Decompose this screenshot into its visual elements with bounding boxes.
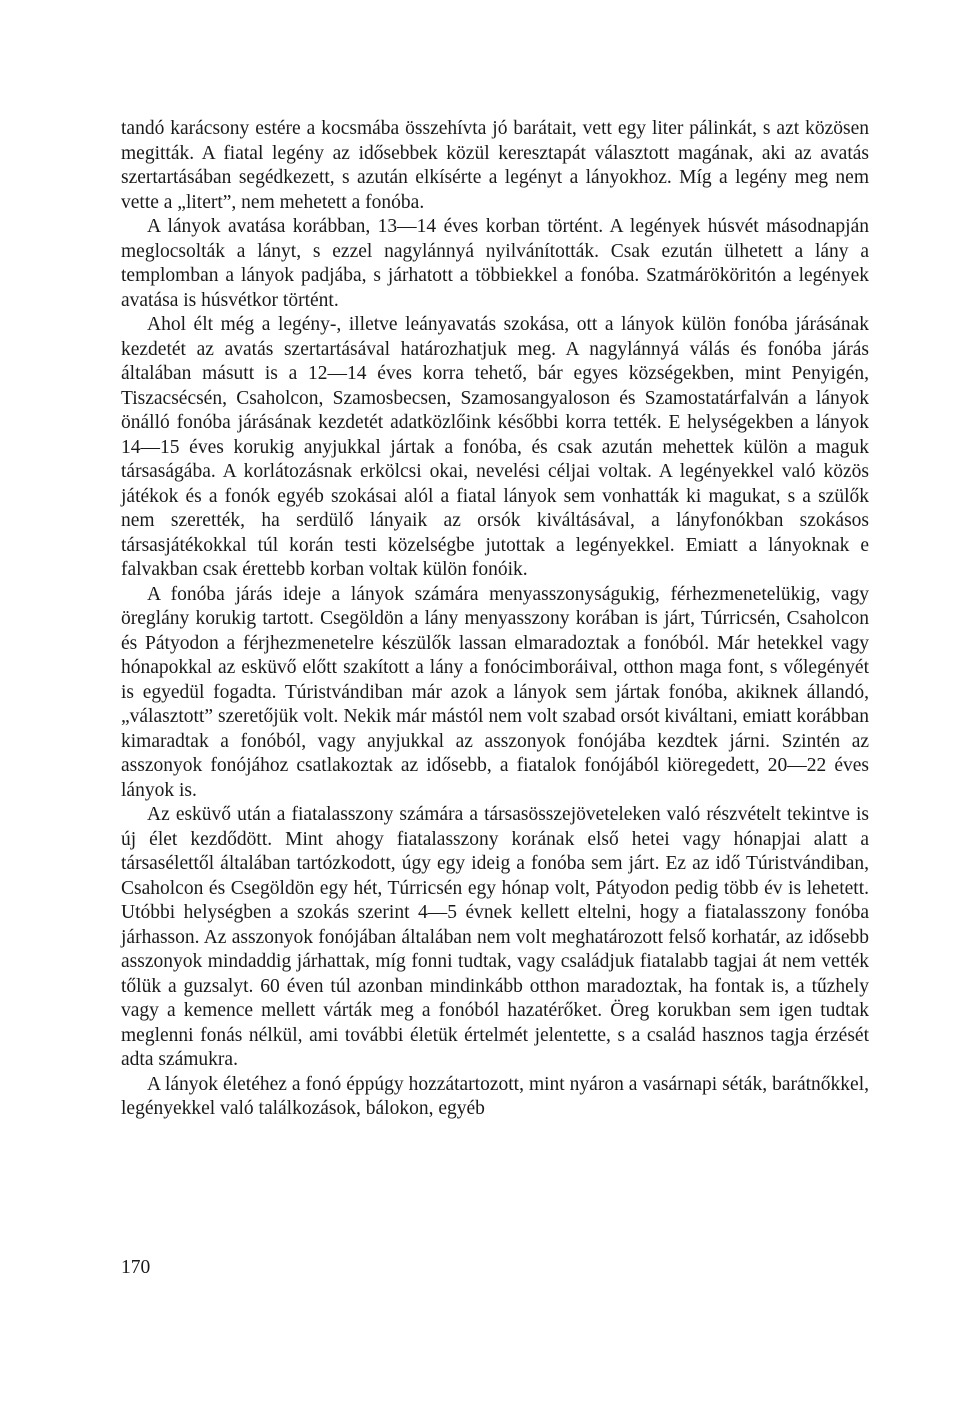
paragraph-1: tandó karácsony estére a kocsmába összehívta jó barátait, vett egy liter pálinkát, s azt közösen megitták. A fiatal legény az idősebbek közül keresztapát választott magának, aki az avatás szertartásában segédkezett, s azután elkísérte a legényt a lányokhoz. Míg a legény meg nem vette a „litert”, nem mehetett a fonóba. xyxy=(121,118,869,213)
paragraph-2: A lányok avatása korábban, 13—14 éves korban történt. A legények húsvét másodnapján meglocsolták a lányt, s ezzel nagylánnyá nyilvánították. Csak ezután ülhetett a lány a templomban a lányok padjába, s járhatott a többiekkel a fonóba. Szatmárököritón a legények avatása is húsvétkor történt. xyxy=(121,216,869,311)
paragraph-5: Az esküvő után a fiatalasszony számára a társasösszejöveteleken való részvételt tekintve is új élet kezdődött. Mint ahogy fiatalasszony korának első hetei vagy hónapjai alatt a társasélettől általában tartózkodott, úgy egy ideig a fonóba sem járt. Ez az idő Túristvándiban, Csaholcon és Csegöldön egy hét, Túrricsén egy hónap volt, Pátyodon pedig több év is lehetett. Utóbbi helységben a szokás szerint 4—5 évnek kellett eltelni, hogy a fiatalasszony fonóba járhasson. Az asszonyok fonójában általában nem volt meghatározott felső korhatár, az idősebb asszonyok mindaddig járhattak, míg fonni tudtak, vagy családjuk fiatalabb tagjai át nem vették tőlük a guzsalyt. 60 éven túl azonban mindinkább otthon maradoztak, ha fontak is, a tűzhely vagy a kemence mellett várták meg a fonóból hazatérőket. Öreg korukban sem igen tudtak meglenni fonás nélkül, ami további életük értelmét jelentette, s a család hasznos tagja érzését adta számukra. xyxy=(121,804,869,1070)
paragraph-6: A lányok életéhez a fonó éppúgy hozzátartozott, mint nyáron a vasárnapi séták, barátnőkkel, legényekkel való találkozások, bálokon, egyéb xyxy=(121,1073,869,1119)
body-text xyxy=(121,117,869,1122)
paragraph-4: A fonóba járás ideje a lányok számára menyasszonyságukig, férhezmenetelükig, vagy öreglány korukig tartott. Csegöldön a lány menyasszony korában is járt, Túrricsén, Csaholcon és Pátyodon a férjhezmenetelre készülők lassan elmaradoztak a fonóból. Már hetekkel vagy hónapokkal az esküvő előtt szakított a lány a fonócimboráival, otthon maga font, s vőlegényét is egyedül fogadta. Túristvándiban már azok a lányok sem jártak fonóba, akiknek állandó, „választott” szeretőjük volt. Nekik már mástól nem volt szabad orsót kiváltani, emiatt korábban kimaradtak a fonóból, vagy anyjukkal az asszonyok fonójába kezdtek járni. Szintén az asszonyok fonójához csatlakoztak az idősebb, a fiatalok fonójából kiöregedett, 20—22 éves lányok is. xyxy=(121,583,869,801)
paragraph-3: Ahol élt még a legény-, illetve leányavatás szokása, ott a lányok külön fonóba járásának kezdetét az avatás szertartásával határozhatjuk meg. A nagylánnyá válás és fonóba járás általában másutt is a 12—14 éves korra tehető, bár egyes községekben, mint Penyigén, Tiszacsécsén, Csaholcon, Szamosbecsen, Szamosangyaloson és Szamostatárfalván a lányok önálló fonóba járásának kezdetét adatközlőink későbbi korra tették. E helységekben a lányok 14—15 éves korukig anyjukkal jártak a fonóba, és csak azután mehettek külön a maguk társaságába. A korlátozásnak erkölcsi okai, nevelési céljai voltak. A legényekkel való közös játékok és a fonók egyéb szokásai alól a fiatal lányok sem vonhatták ki magukat, s a szülők nem szerették, ha serdülő lányaik az orsók kiváltásával, a lányfonókban szokásos társasjátékokkal túl korán testi közelségbe jutottak a legényekkel. Emiatt a lányoknak e falvakban csak érettebb korban voltak külön fonóik. xyxy=(121,314,869,580)
page-number: 170 xyxy=(121,1257,151,1278)
